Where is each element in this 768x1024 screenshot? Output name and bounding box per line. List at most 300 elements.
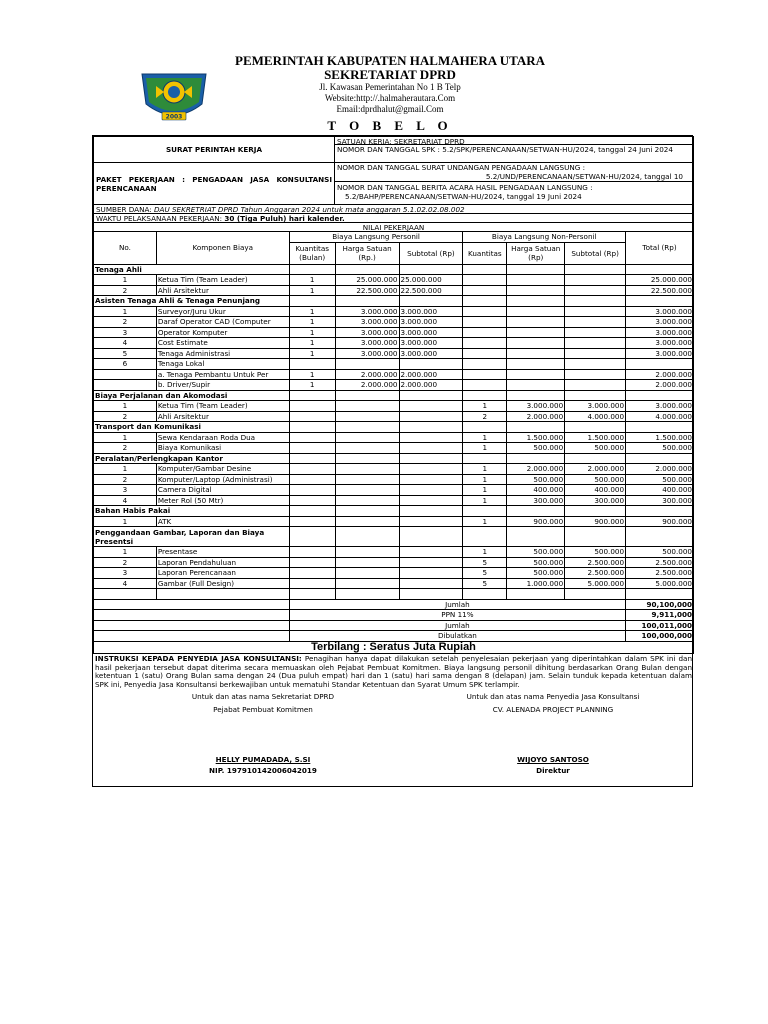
col-header-kuantitas-bulan: Kuantitas (Bulan) (289, 242, 335, 264)
row-item: b. Driver/Supir (156, 380, 289, 391)
empty-cell (507, 453, 565, 464)
town-name: T O B E L O (327, 118, 453, 133)
empty-cell (94, 620, 290, 631)
empty-cell (565, 527, 626, 547)
col-header-harga-np: Harga Satuan (Rp) (507, 242, 565, 264)
row-item: Laporan Perencanaan (156, 568, 289, 579)
row-harga (335, 464, 399, 475)
government-name: PEMERINTAH KABUPATEN HALMAHERA UTARA (235, 53, 545, 68)
row-subtotal-np: 2.000.000 (565, 464, 626, 475)
section-title: Peralatan/Perlengkapan Kantor (94, 453, 290, 464)
row-subtotal (399, 401, 463, 412)
total-row (94, 631, 694, 642)
row-total: 500.000 (626, 474, 694, 485)
table-row (94, 568, 694, 579)
undangan-label: NOMOR DAN TANGGAL SURAT UNDANGAN PENGADAAN LANGSUNG : (337, 163, 586, 172)
empty-cell (626, 296, 694, 307)
table-row (94, 443, 694, 454)
sumber-dana-label: SUMBER DANA: (96, 205, 152, 214)
row-no: 4 (94, 338, 157, 349)
empty-cell (565, 589, 626, 600)
row-total: 2.000.000 (626, 380, 694, 391)
empty-cell (565, 453, 626, 464)
sign-right-name: WIJOYO SANTOSO (517, 755, 589, 764)
row-harga (335, 547, 399, 558)
row-harga-np: 1.500.000 (507, 432, 565, 443)
row-harga (335, 578, 399, 589)
row-total: 900.000 (626, 516, 694, 527)
row-kuantitas-bulan: 1 (289, 380, 335, 391)
total-value: 9,911,000 (626, 610, 694, 621)
row-no: 1 (94, 401, 157, 412)
row-total: 25.000.000 (626, 275, 694, 286)
table-section-row (94, 422, 694, 433)
row-harga-np (507, 359, 565, 370)
row-kuantitas: 2 (463, 411, 507, 422)
col-header-total: Total (Rp) (626, 232, 694, 265)
row-total: 500.000 (626, 443, 694, 454)
office-email: Email:dprdhalut@gmail.Com (336, 104, 444, 114)
empty-cell (565, 264, 626, 275)
row-harga-np: 400.000 (507, 485, 565, 496)
row-harga: 25.000.000 (335, 275, 399, 286)
row-total: 2.500.000 (626, 557, 694, 568)
section-title: Tenaga Ahli (94, 264, 290, 275)
col-group-nonpersonil: Biaya Langsung Non-Personil (463, 232, 626, 243)
row-subtotal: 2.000.000 (399, 369, 463, 380)
total-label: PPN 11% (289, 610, 625, 621)
row-kuantitas: 5 (463, 557, 507, 568)
row-harga-np (507, 285, 565, 296)
row-kuantitas-bulan (289, 495, 335, 506)
row-item: Presentase (156, 547, 289, 558)
row-harga-np: 2.000.000 (507, 411, 565, 422)
col-header-komponen: Komponen Biaya (156, 232, 289, 265)
sign-right-title: Direktur (536, 766, 570, 775)
row-subtotal-np: 500.000 (565, 547, 626, 558)
row-no: 1 (94, 516, 157, 527)
table-row (94, 495, 694, 506)
empty-cell (507, 296, 565, 307)
row-harga-np (507, 306, 565, 317)
row-item: Ketua Tim (Team Leader) (156, 401, 289, 412)
row-no: 2 (94, 474, 157, 485)
empty-cell (507, 506, 565, 517)
empty-cell (94, 610, 290, 621)
empty-cell (289, 589, 335, 600)
table-section-row (94, 453, 694, 464)
nomor-undangan (334, 162, 694, 182)
row-kuantitas: 5 (463, 578, 507, 589)
row-no: 2 (94, 285, 157, 296)
row-no: 3 (94, 327, 157, 338)
empty-cell (626, 527, 694, 547)
undangan-value: 5.2/UND/PERENCANAAN/SETWAN-HU/2024, tanggal 10 (485, 172, 683, 181)
sign-left-line1: Untuk dan atas nama Sekretariat DPRD (191, 692, 335, 701)
row-subtotal-np (565, 359, 626, 370)
row-no: 4 (94, 495, 157, 506)
row-subtotal (399, 474, 463, 485)
empty-cell (289, 506, 335, 517)
col-header-no: No. (94, 232, 157, 265)
row-harga-np (507, 338, 565, 349)
empty-cell (289, 453, 335, 464)
row-kuantitas: 1 (463, 547, 507, 558)
row-kuantitas: 1 (463, 474, 507, 485)
empty-cell (335, 527, 399, 547)
row-kuantitas-bulan: 1 (289, 317, 335, 328)
row-no: 3 (94, 568, 157, 579)
row-harga: 3.000.000 (335, 338, 399, 349)
row-subtotal-np: 4.000.000 (565, 411, 626, 422)
row-subtotal-np: 300.000 (565, 495, 626, 506)
row-kuantitas-bulan: 1 (289, 327, 335, 338)
row-subtotal-np: 500.000 (565, 443, 626, 454)
row-total: 3.000.000 (626, 348, 694, 359)
row-kuantitas-bulan: 1 (289, 275, 335, 286)
table-row (94, 485, 694, 496)
row-subtotal-np: 2.500.000 (565, 557, 626, 568)
empty-cell (507, 527, 565, 547)
empty-cell (507, 422, 565, 433)
row-harga-np: 500.000 (507, 547, 565, 558)
row-harga (335, 432, 399, 443)
row-kuantitas-bulan (289, 411, 335, 422)
empty-cell (289, 390, 335, 401)
row-subtotal-np (565, 369, 626, 380)
waktu-value: 30 (Tiga Puluh) hari kalender. (224, 214, 345, 223)
row-subtotal (399, 568, 463, 579)
empty-cell (399, 296, 463, 307)
row-harga: 3.000.000 (335, 348, 399, 359)
row-subtotal-np (565, 348, 626, 359)
row-kuantitas: 1 (463, 495, 507, 506)
row-total: 300.000 (626, 495, 694, 506)
signature-block (93, 690, 694, 790)
row-total: 400.000 (626, 485, 694, 496)
row-kuantitas (463, 338, 507, 349)
row-subtotal-np (565, 380, 626, 391)
empty-cell (626, 506, 694, 517)
row-item: Surveyor/Juru Ukur (156, 306, 289, 317)
row-subtotal-np: 2.500.000 (565, 568, 626, 579)
sign-left (153, 692, 373, 775)
row-harga: 3.000.000 (335, 306, 399, 317)
row-harga-np: 500.000 (507, 557, 565, 568)
row-subtotal (399, 359, 463, 370)
row-subtotal (399, 464, 463, 475)
logo-year: 2003 (165, 113, 183, 121)
table-row (94, 338, 694, 349)
row-kuantitas (463, 275, 507, 286)
row-harga (335, 443, 399, 454)
row-no: 1 (94, 432, 157, 443)
table-row (94, 401, 694, 412)
row-kuantitas-bulan (289, 557, 335, 568)
empty-cell (289, 264, 335, 275)
row-subtotal: 25.000.000 (399, 275, 463, 286)
row-no: 2 (94, 411, 157, 422)
row-item: Ahli Arsitektur (156, 285, 289, 296)
col-group-personil: Biaya Langsung Personil (289, 232, 463, 243)
empty-cell (565, 296, 626, 307)
row-no: 1 (94, 547, 157, 558)
empty-cell (626, 422, 694, 433)
table-row (94, 464, 694, 475)
row-subtotal-np: 3.000.000 (565, 401, 626, 412)
row-total: 3.000.000 (626, 317, 694, 328)
row-subtotal: 3.000.000 (399, 306, 463, 317)
table-row (94, 327, 694, 338)
row-item: Gambar (Full Design) (156, 578, 289, 589)
row-kuantitas-bulan: 1 (289, 369, 335, 380)
empty-cell (399, 506, 463, 517)
row-subtotal (399, 578, 463, 589)
empty-cell (399, 589, 463, 600)
sign-right (443, 692, 663, 775)
empty-cell (335, 589, 399, 600)
row-subtotal (399, 411, 463, 422)
empty-cell (335, 422, 399, 433)
row-subtotal (399, 495, 463, 506)
office-website: Website:http://.halmaherautara.Com (324, 93, 456, 103)
empty-cell (156, 589, 289, 600)
sumber-dana-value: DAU SEKRETRIAT DPRD Tahun Anggaran 2024 untuk mata anggaran 5.1.02.02.08.002 (154, 205, 465, 214)
row-kuantitas-bulan (289, 401, 335, 412)
row-subtotal: 3.000.000 (399, 348, 463, 359)
col-header-subtotal-np: Subtotal (Rp) (565, 242, 626, 264)
row-harga (335, 474, 399, 485)
col-header-kuantitas: Kuantitas (463, 242, 507, 264)
section-title: Bahan Habis Pakai (94, 506, 290, 517)
row-subtotal: 22.500.000 (399, 285, 463, 296)
row-harga: 22.500.000 (335, 285, 399, 296)
row-harga-np (507, 327, 565, 338)
empty-cell (94, 599, 290, 610)
row-kuantitas: 1 (463, 432, 507, 443)
row-harga-np (507, 369, 565, 380)
row-no (94, 369, 157, 380)
ba-value: 5.2/BAHP/PERENCANAAN/SETWAN-HU/2024, tanggal 19 Juni 2024 (345, 192, 582, 201)
row-subtotal (399, 516, 463, 527)
row-kuantitas: 1 (463, 464, 507, 475)
nomor-berita-acara (334, 181, 694, 205)
empty-cell (399, 422, 463, 433)
row-harga-np: 500.000 (507, 568, 565, 579)
row-subtotal-np: 500.000 (565, 474, 626, 485)
row-kuantitas (463, 317, 507, 328)
row-kuantitas: 1 (463, 401, 507, 412)
section-title: Biaya Perjalanan dan Akomodasi (94, 390, 290, 401)
row-item: Meter Rol (50 Mtr) (156, 495, 289, 506)
row-total (626, 359, 694, 370)
row-harga-np: 900.000 (507, 516, 565, 527)
empty-cell (335, 506, 399, 517)
table-row (94, 516, 694, 527)
empty-cell (507, 589, 565, 600)
row-kuantitas: 1 (463, 443, 507, 454)
table-row (94, 474, 694, 485)
row-harga-np: 2.000.000 (507, 464, 565, 475)
row-item: Ketua Tim (Team Leader) (156, 275, 289, 286)
row-kuantitas-bulan: 1 (289, 338, 335, 349)
row-item: Biaya Komunikasi (156, 443, 289, 454)
row-kuantitas: 1 (463, 516, 507, 527)
row-item: Camera Digital (156, 485, 289, 496)
row-harga (335, 557, 399, 568)
row-no: 4 (94, 578, 157, 589)
row-total: 1.500.000 (626, 432, 694, 443)
row-kuantitas-bulan (289, 443, 335, 454)
row-kuantitas (463, 327, 507, 338)
total-row (94, 610, 694, 621)
row-total: 3.000.000 (626, 401, 694, 412)
row-total: 5.000.000 (626, 578, 694, 589)
table-row (94, 317, 694, 328)
table-section-row (94, 296, 694, 307)
row-harga-np: 500.000 (507, 443, 565, 454)
row-item: Tenaga Lokal (156, 359, 289, 370)
empty-cell (94, 631, 290, 642)
instruksi-label: INSTRUKSI KEPADA PENYEDIA JASA KONSULTANSI: (95, 654, 302, 663)
row-item: Laporan Pendahuluan (156, 557, 289, 568)
empty-cell (626, 390, 694, 401)
row-kuantitas (463, 306, 507, 317)
sign-left-line2: Pejabat Pembuat Komitmen (213, 705, 313, 714)
empty-cell (626, 453, 694, 464)
total-label: Jumlah (289, 620, 625, 631)
table-row (94, 369, 694, 380)
row-subtotal (399, 547, 463, 558)
halmahera-utara-emblem-icon (136, 68, 212, 124)
empty-cell (289, 527, 335, 547)
row-no: 3 (94, 485, 157, 496)
row-kuantitas-bulan (289, 432, 335, 443)
instruksi-text: Penagihan hanya dapat dilakukan setelah penyelesaian pekerjaan yang diperintahkan dalam SPK ini dan hasil pekerjaan tersebut dapat diterima secara memuaskan oleh Pejabat Pembuat Komitmen. Biaya langsung personil dihitung berdasarkan Orang Bulan dengan ketentuan 1 (satu) Orang Bulan sama dengan 24 (Dua puluh empat) hari dan 1 (satu) hari sama dengan 8 (delapan) jam. Selain tunduk kepada ketentuan dalam SPK ini, Penyedia Jasa Konsultansi berkewajiban untuk mematuhi Standar Ketentuan dan Syarat Umum SPK terlampir. (95, 654, 692, 689)
section-title: Penggandaan Gambar, Laporan dan Biaya Presentsi (94, 527, 290, 547)
empty-cell (335, 390, 399, 401)
row-no: 2 (94, 317, 157, 328)
empty-cell (507, 264, 565, 275)
row-kuantitas: 1 (463, 485, 507, 496)
terbilang: Terbilang : Seratus Juta Rupiah (93, 641, 694, 654)
table-section-row (94, 264, 694, 275)
empty-cell (399, 453, 463, 464)
row-kuantitas-bulan (289, 516, 335, 527)
sign-left-nip: NIP. 197910142006042019 (209, 766, 317, 775)
row-harga-np (507, 348, 565, 359)
row-kuantitas (463, 348, 507, 359)
row-subtotal-np: 900.000 (565, 516, 626, 527)
row-subtotal (399, 557, 463, 568)
empty-cell (463, 506, 507, 517)
row-harga (335, 495, 399, 506)
table-row (94, 411, 694, 422)
table-row (94, 348, 694, 359)
footer-section (93, 641, 694, 790)
empty-cell (463, 296, 507, 307)
table-row (94, 359, 694, 370)
row-kuantitas (463, 285, 507, 296)
row-harga (335, 568, 399, 579)
empty-cell (94, 589, 157, 600)
table-row (94, 380, 694, 391)
empty-cell (507, 390, 565, 401)
empty-cell (463, 453, 507, 464)
empty-cell (335, 453, 399, 464)
row-no: 6 (94, 359, 157, 370)
empty-cell (463, 589, 507, 600)
row-no: 1 (94, 306, 157, 317)
row-total: 3.000.000 (626, 327, 694, 338)
total-row (94, 620, 694, 631)
row-harga-np: 3.000.000 (507, 401, 565, 412)
row-total: 22.500.000 (626, 285, 694, 296)
row-subtotal (399, 443, 463, 454)
table-row (94, 306, 694, 317)
table-section-row (94, 527, 694, 547)
row-kuantitas-bulan (289, 568, 335, 579)
row-kuantitas (463, 359, 507, 370)
row-item: Daraf Operator CAD (Computer (156, 317, 289, 328)
row-harga-np: 300.000 (507, 495, 565, 506)
paket-pekerjaan: PAKET PEKERJAAN : PENGADAAN JASA KONSULTANSI PERENCANAAN (93, 162, 335, 205)
row-item: Operator Komputer (156, 327, 289, 338)
table-row (94, 547, 694, 558)
total-row (94, 599, 694, 610)
row-harga: 3.000.000 (335, 327, 399, 338)
ba-label: NOMOR DAN TANGGAL BERITA ACARA HASIL PENGADAAN LANGSUNG : (337, 183, 593, 192)
satuan-kerja: SATUAN KERJA: SEKRETARIAT DPRD (334, 136, 694, 145)
row-total: 3.000.000 (626, 306, 694, 317)
row-no: 5 (94, 348, 157, 359)
row-item: Komputer/Gambar Desine (156, 464, 289, 475)
row-harga (335, 516, 399, 527)
nomor-spk-value: 5.2/SPK/PERENCANAAN/SETWAN-HU/2024, tanggal 24 Juni 2024 (442, 145, 673, 154)
row-kuantitas-bulan (289, 578, 335, 589)
row-item: Ahli Arsitektur (156, 411, 289, 422)
total-value: 100,000,000 (626, 631, 694, 642)
empty-cell (335, 264, 399, 275)
row-kuantitas-bulan (289, 464, 335, 475)
row-harga: 3.000.000 (335, 317, 399, 328)
row-total: 2.000.000 (626, 369, 694, 380)
empty-cell (565, 422, 626, 433)
row-subtotal-np (565, 306, 626, 317)
row-no: 2 (94, 443, 157, 454)
row-kuantitas-bulan: 1 (289, 306, 335, 317)
total-value: 100,011,000 (626, 620, 694, 631)
row-total: 500.000 (626, 547, 694, 558)
empty-cell (626, 589, 694, 600)
empty-cell (289, 296, 335, 307)
row-subtotal: 3.000.000 (399, 317, 463, 328)
row-kuantitas (463, 380, 507, 391)
row-harga (335, 401, 399, 412)
empty-cell (399, 390, 463, 401)
spk-title: SURAT PERINTAH KERJA (93, 136, 335, 163)
row-subtotal-np (565, 338, 626, 349)
total-label: Dibulatkan (289, 631, 625, 642)
empty-cell (565, 506, 626, 517)
table-row (94, 275, 694, 286)
row-harga (335, 485, 399, 496)
row-total: 3.000.000 (626, 338, 694, 349)
table-row (94, 557, 694, 568)
row-total: 4.000.000 (626, 411, 694, 422)
empty-cell (463, 422, 507, 433)
col-header-subtotal: Subtotal (Rp) (399, 242, 463, 264)
